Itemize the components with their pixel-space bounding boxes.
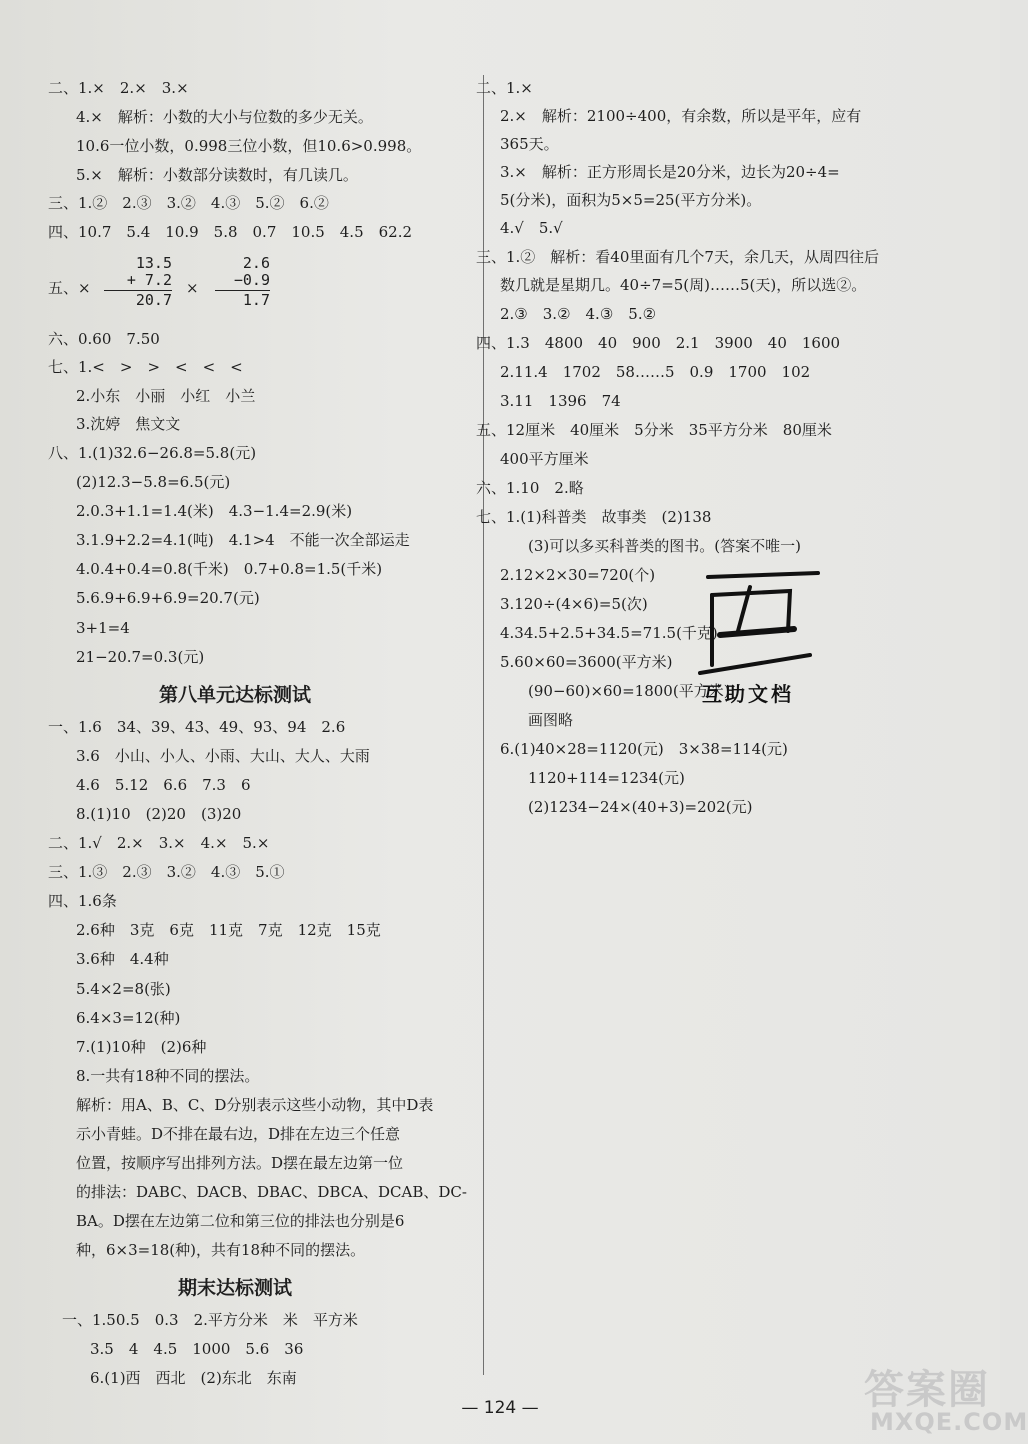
text-line: 8.(1)10 (2)20 (3)20 [76,805,242,823]
text-line: 2.× 解析：2100÷400，有余数，所以是平年，应有 [500,107,862,125]
text-line: 三、1.③ 2.③ 3.② 4.③ 5.① [48,863,285,881]
text-line: 7.(1)10种 (2)6种 [76,1038,207,1056]
text-line: 10.6一位小数，0.998三位小数，但10.6>0.998。 [76,137,422,155]
text-line: 三、1.② 解析：看40里面有几个7天，余几天，从周四往后 [476,248,879,266]
text-line: 二、1.× 2.× 3.× [48,79,189,97]
text-line: 五、12厘米 40厘米 5分米 35平方分米 80厘米 [476,421,832,439]
text-line: 3.× 解析：正方形周长是20分米，边长为20÷4= [500,163,840,181]
watermark-url: MXQE.COM [870,1408,1028,1436]
text-line: (2)12.3−5.8=6.5(元) [76,473,231,491]
text-line: 1120+114=1234(元) [528,769,685,787]
vertical-row: + 7.2 [126,271,172,289]
text-line: (90−60)×60=1800(平方米) [528,682,730,700]
text-line: 解析：用A、B、C、D分别表示这些小动物，其中D表 [76,1096,434,1114]
vertical-row: 13.5 [135,254,172,272]
text-line: 3.120÷(4×6)=5(次) [500,595,648,613]
text-line: 二、1.× [476,79,533,97]
text-line: 3.6种 4.4种 [76,950,169,968]
text-line: 五、× [48,279,91,297]
text-line: 6.(1)西 西北 (2)东北 东南 [90,1369,297,1387]
text-line: 4.34.5+2.5+34.5=71.5(千克) [500,624,718,642]
text-line: 三、1.② 2.③ 3.② 4.③ 5.② 6.② [48,194,329,212]
text-line: 数几就是星期几。40÷7=5(周)……5(天)，所以选②。 [500,276,867,294]
watermark-logo: 答案圈 [864,1367,990,1413]
text-line: 4.0.4+0.4=0.8(千米) 0.7+0.8=1.5(千米) [76,560,383,578]
text-line: 2.11.4 1702 58……5 0.9 1700 102 [500,363,811,381]
text-line: 4.6 5.12 6.6 7.3 6 [76,776,251,794]
text-line: 3.1.9+2.2=4.1(吨) 4.1>4 不能一次全部运走 [76,531,410,549]
page-number: — 124 — [461,1398,539,1418]
text-line: 八、1.(1)32.6−26.8=5.8(元) [48,444,257,462]
text-line: (2)1234−24×(40+3)=202(元) [528,798,753,816]
text-line: 种，6×3=18(种)，共有18种不同的摆法。 [76,1241,366,1259]
text-line: 5(分米)，面积为5×5=25(平方分米)。 [500,191,762,209]
text-line: 2.6种 3克 6克 11克 7克 12克 15克 [76,921,381,939]
text-line: 六、1.10 2.略 [476,479,584,497]
text-line: 一、1.50.5 0.3 2.平方分米 米 平方米 [62,1311,358,1329]
vertical-addition [104,255,172,309]
text-line: 的排法：DABC、DACB、DBAC、DBCA、DCAB、DC- [76,1183,467,1201]
text-line: 6.4×3=12(种) [76,1009,181,1027]
text-line: 七、1.< > > < < < [48,358,243,376]
text-line: 3.沈婷 焦文文 [76,415,181,433]
text-line: 4.√ 5.√ [500,219,563,237]
text-line: 位置，按顺序写出排列方法。D摆在最左边第一位 [76,1154,404,1172]
section-heading: 期末达标测试 [177,1277,292,1299]
stamp-text: 互助文档 [702,682,794,706]
text-line: 5.× 解析：小数部分读数时，有几读几。 [76,166,358,184]
text-line: 3.5 4 4.5 1000 5.6 36 [90,1340,304,1358]
text-line: 2.12×2×30=720(个) [500,566,656,584]
text-line: 3.6 小山、小人、小雨、大山、大人、大雨 [76,747,370,765]
text-line: 2.小东 小丽 小红 小兰 [76,387,256,405]
text-line: 六、0.60 7.50 [48,330,160,348]
text-line: 5.4×2=8(张) [76,980,171,998]
vertical-row: 1.7 [242,291,270,309]
text-line: 七、1.(1)科普类 故事类 (2)138 [476,508,712,526]
text-line: 一、1.6 34、39、43、49、93、94 2.6 [48,718,346,736]
text-line: 4.× 解析：小数的大小与位数的多少无关。 [76,108,373,126]
vertical-row: 20.7 [135,291,172,309]
section-heading: 第八单元达标测试 [158,684,311,706]
site-watermark [858,1356,1028,1444]
text-line: BA。D摆在左边第二位和第三位的排法也分别是6 [76,1212,405,1230]
text-line: 二、1.√ 2.× 3.× 4.× 5.× [48,834,270,852]
text-line: 6.(1)40×28=1120(元) 3×38=114(元) [500,740,788,758]
vertical-subtraction [215,255,270,309]
text-line: × [186,279,199,297]
text-line: 四、1.3 4800 40 900 2.1 3900 40 1600 [476,334,841,352]
text-line: 5.6.9+6.9+6.9=20.7(元) [76,589,260,607]
text-line: 365天。 [500,135,559,153]
column-divider [483,75,484,1375]
text-line: 3.11 1396 74 [500,392,621,410]
text-line: 2.③ 3.② 4.③ 5.② [500,305,657,323]
text-line: 8.一共有18种不同的摆法。 [76,1067,260,1085]
text-line: 5.60×60=3600(平方米) [500,653,673,671]
text-line: 四、1.6条 [48,892,117,910]
text-line: 四、10.7 5.4 10.9 5.8 0.7 10.5 4.5 62.2 [48,223,413,241]
vertical-row: −0.9 [233,271,270,289]
text-line: 画图略 [528,711,574,729]
text-line: 3+1=4 [76,619,130,637]
text-line: (3)可以多买科普类的图书。(答案不唯一) [528,537,801,555]
vertical-row: 2.6 [242,254,270,272]
text-line: 示小青蛙。D不排在最右边，D排在左边三个任意 [76,1125,401,1143]
text-line: 21−20.7=0.3(元) [76,648,205,666]
text-line: 400平方厘米 [500,450,589,468]
text-line: 2.0.3+1.1=1.4(米) 4.3−1.4=2.9(米) [76,502,353,520]
